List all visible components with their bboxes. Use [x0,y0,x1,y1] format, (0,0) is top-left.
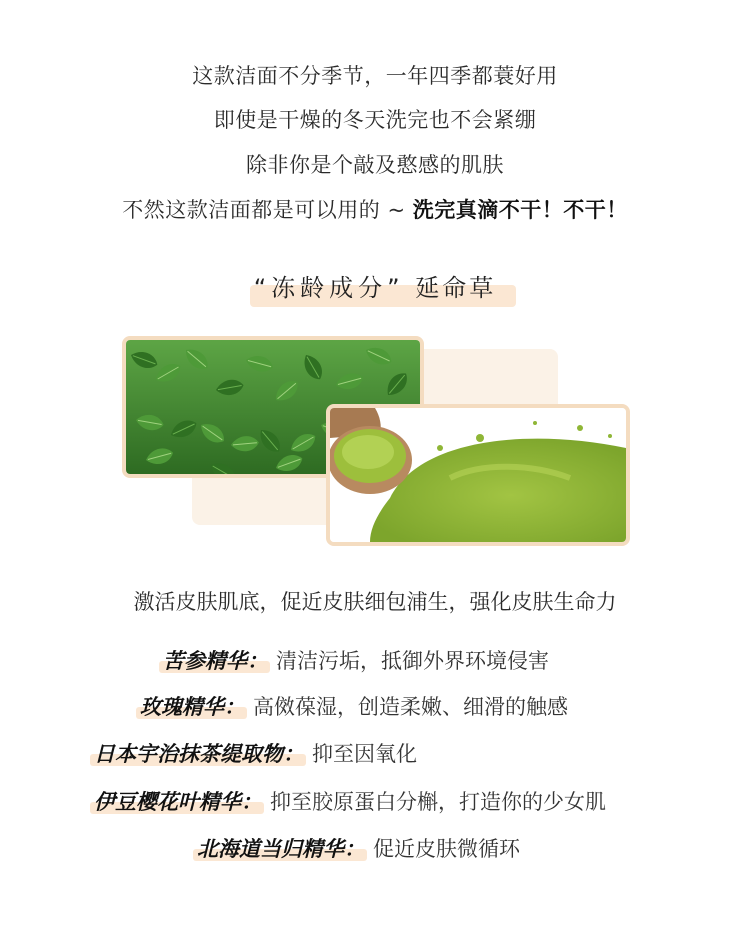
ingredient-desc: 促近皮肤微循环 [373,837,520,861]
intro-line-4 [0,194,750,224]
section-heading [0,268,750,310]
ingredient-name: 苦参精华： [163,649,268,673]
heading-subtitle: 延命草 [415,274,497,302]
green-powder-illustration [330,408,626,542]
ingredient-name: 日本宇治抹茶缇取物： [94,742,304,766]
intro-line-3: 除非你是个敲及憨感的肌肤 [246,153,504,177]
intro-line-1: 这款洁面不分季节，一年四季都蓑好用 [192,64,558,88]
ingredient-desc: 清洁污垢，抵御外界环境侵害 [276,649,549,673]
ingredient-desc: 抑至因氧化 [312,742,417,766]
ingredient-name: 北海道当归精华： [197,837,365,861]
ingredient-name: 玫瑰精华： [140,695,245,719]
intro-line-4-bold: 洗完真滴不干！不干！ [412,198,628,222]
ingredient-desc: 高傚葆湿，创造柔嫩、细滑的触感 [253,695,568,719]
intro-line-4-normal: 不然这款洁面都是可以用的 ~ [122,198,413,222]
intro-line-2: 即使是干燥的冬天洗完也不会紧绷 [213,108,537,132]
ingredient-name: 伊豆樱花叶精华： [94,790,262,814]
tagline: 激活皮肤肌底，促近皮肤细包浦生，强化皮肤生命力 [133,590,617,614]
ingredient-row [140,691,568,721]
green-powder-image [326,404,630,546]
ingredient-row [197,833,520,863]
heading-quote-title: “冻龄成分” [253,274,405,302]
ingredient-row [94,786,606,816]
ingredient-row [94,738,417,768]
ingredient-row [163,645,549,675]
ingredient-desc: 抑至胶原蛋白分槲，打造你的少女肌 [270,790,606,814]
